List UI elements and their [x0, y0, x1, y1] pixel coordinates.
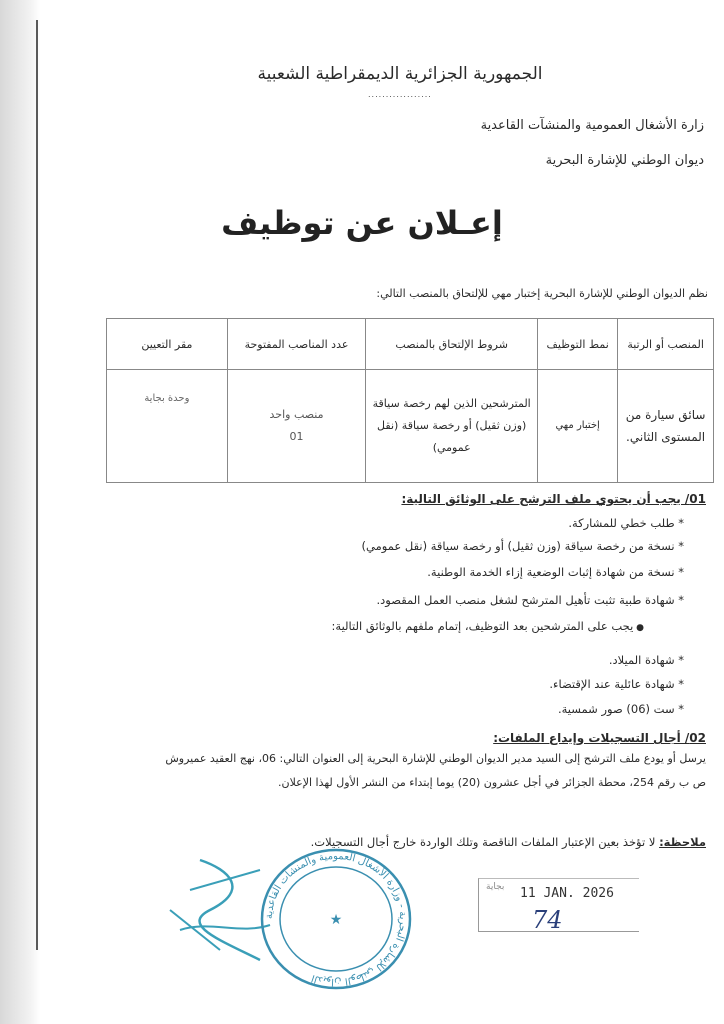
- doc-item: * طلب خطي للمشاركة.: [568, 516, 684, 530]
- office-name: ديوان الوطني للإشارة البحرية: [545, 153, 704, 168]
- header-mode: نمط التوظيف: [538, 319, 618, 370]
- header-dots: ..................: [368, 90, 432, 99]
- note-label: ملاحظة:: [659, 835, 706, 849]
- cell-mode: إختبار مهي: [538, 370, 618, 483]
- header-conditions: شروط الإلتحاق بالمنصب: [366, 319, 538, 370]
- header-position: المنصب أو الرتبة: [618, 319, 714, 370]
- doc-item: * نسخة من رخصة سياقة (وزن ثقيل) أو رخصة سياقة (نقل عمومي): [361, 539, 684, 553]
- cell-count: [227, 370, 366, 483]
- scan-page-edge: [36, 20, 38, 950]
- table-header-row: [107, 319, 714, 370]
- scan-page-shadow: [0, 0, 40, 1024]
- section2-title: 02/ أجال التسجيلات وإيداع الملفات:: [493, 731, 706, 745]
- doc-item: * نسخة من شهادة إثبات الوضعية إزاء الخدمة الوطنية.: [427, 565, 684, 579]
- cell-position: سائق سيارة من المستوى الثاني.: [618, 370, 714, 483]
- handwritten-number: 74: [532, 906, 563, 934]
- doc-item: * شهادة عائلية عند الإقتضاء.: [549, 677, 684, 691]
- svg-text:★: ★: [329, 912, 343, 928]
- intro-text: نظم الديوان الوطني للإشارة البحرية إختبار مهي للإلتحاق بالمنصب التالي:: [376, 287, 708, 300]
- count-text: منصب واحد: [269, 408, 324, 421]
- section1-title: 01/ يجب أن يحتوي ملف الترشح على الوثائق التالية:: [401, 492, 706, 506]
- submission-line-2: ص ب رقم 254، محطة الجزائر في أجل عشرون (20) يوما إبتداء من النشر الأول لهذا الإعلان.: [278, 776, 706, 789]
- header-count: عدد المناصب المفتوحة: [227, 319, 366, 370]
- doc-item: * شهادة طبية تثبت تأهيل المترشح لشغل منصب العمل المقصود.: [376, 593, 684, 607]
- reception-stamp-label: بجاية: [486, 882, 505, 892]
- seal-text: الديوان الوطني للإشارة البحرية - وزارة الأشغال العمومية والمنشآت القاعدية: [263, 850, 409, 988]
- submission-line-1: يرسل أو يودع ملف الترشح إلى السيد مدير الديوان الوطني للإشارة البحرية إلى العنوان التالي: 06، نهج العقيد عميروش: [165, 752, 706, 765]
- note-text: لا تؤخذ بعين الإعتبار الملفات الناقصة وتلك الواردة خارج أجال التسجيلات.: [310, 835, 656, 849]
- official-seal-icon: [258, 846, 414, 992]
- table-row: [107, 370, 714, 483]
- header-location: مقر التعيين: [107, 319, 228, 370]
- doc-item: * شهادة الميلاد.: [608, 653, 684, 667]
- doc-item: * ست (06) صور شمسية.: [557, 702, 684, 716]
- reception-stamp-date: 11 JAN. 2026: [520, 886, 614, 901]
- positions-table: [106, 318, 714, 483]
- after-hire-note: ● يجب على المترشحين بعد التوظيف، إتمام ملفهم بالوثائق التالية:: [332, 619, 644, 633]
- ministry-name: زارة الأشغال العمومية والمنشآت القاعدية: [480, 118, 704, 133]
- announcement-title: إعـلان عن توظيف: [221, 204, 503, 242]
- cell-location: وحدة بجاية: [107, 370, 228, 483]
- republic-header: الجمهورية الجزائرية الديمقراطية الشعبية: [257, 64, 543, 84]
- cell-conditions: المترشحين الذين لهم رخصة سياقة (وزن ثقيل) أو رخصة سياقة (نقل عمومي): [366, 370, 538, 483]
- count-number: 01: [289, 430, 304, 443]
